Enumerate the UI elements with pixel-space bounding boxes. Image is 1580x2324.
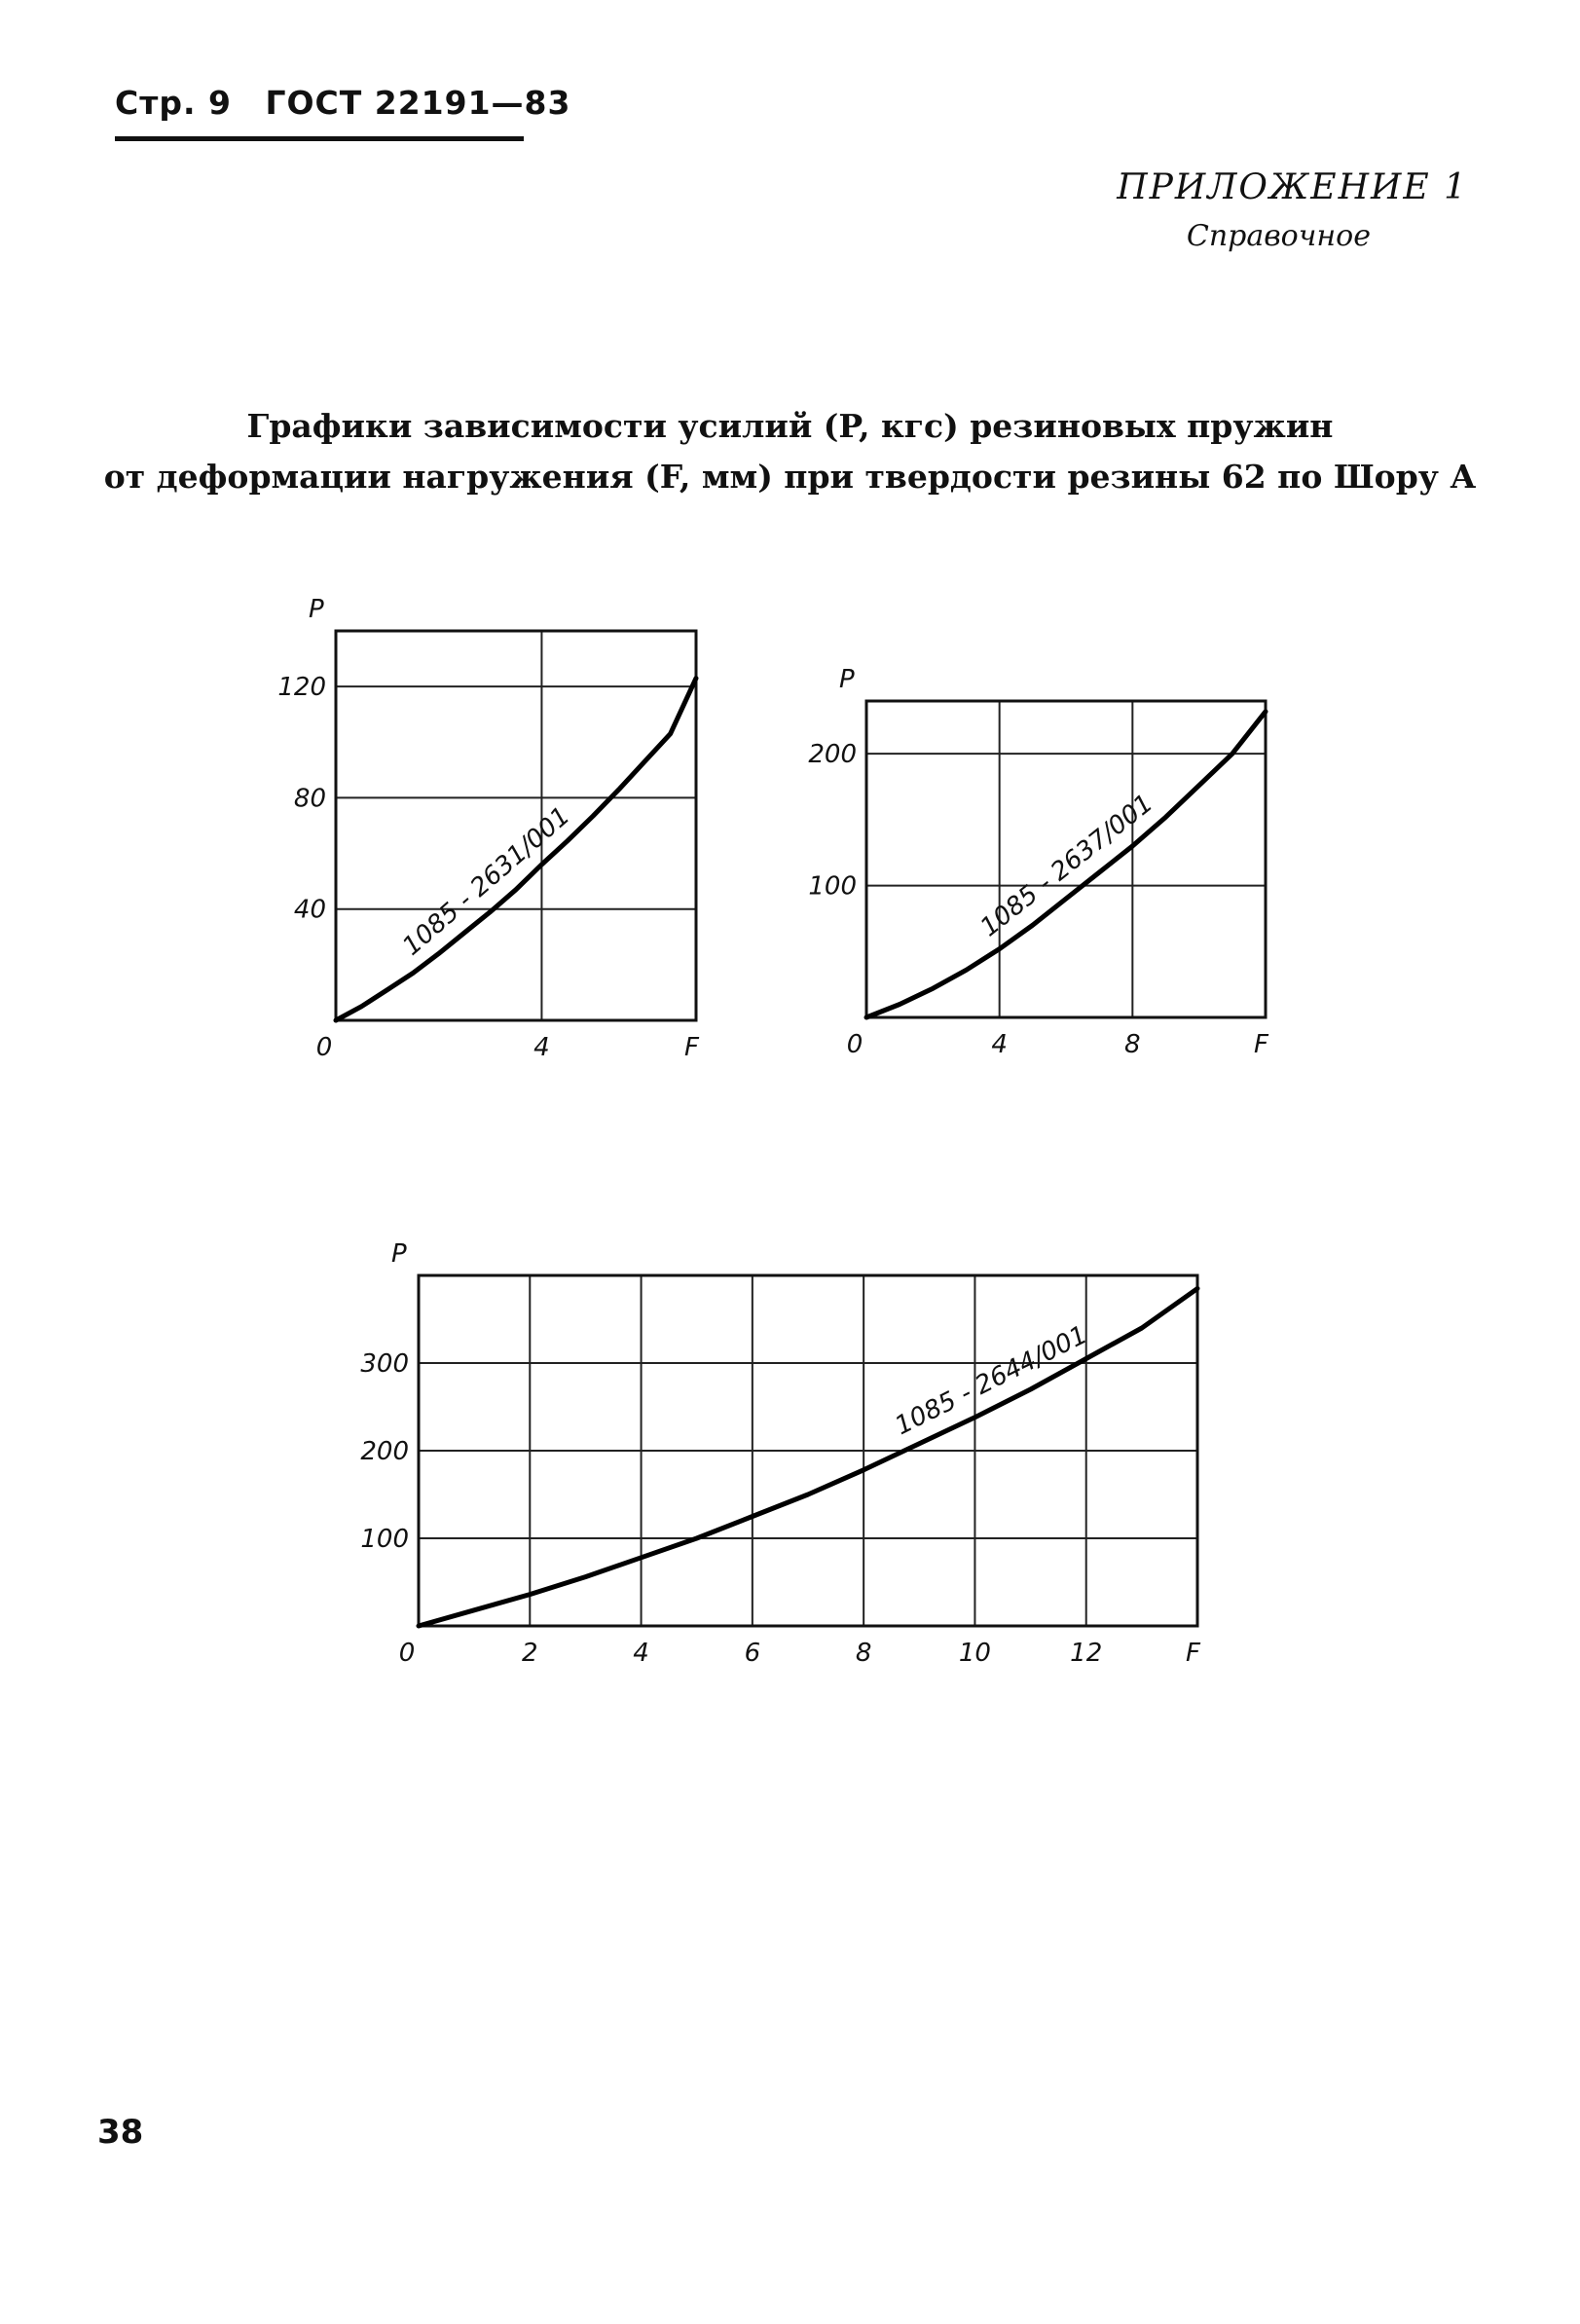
y-tick-label: 40 [293,895,326,925]
x-tick-label: 4 [533,1033,550,1062]
figure-title-line-2: от деформации нагружения (F, мм) при твердости резины 62 по Шору А [103,458,1477,496]
y-tick-label: 100 [808,871,857,902]
header-rule [115,136,524,141]
x-tick-label: 6 [744,1639,761,1668]
x-tick-label: 4 [633,1639,649,1668]
appendix-block [1117,167,1468,253]
x-tick-label: 12 [1070,1639,1103,1668]
page-header [115,84,592,122]
y-tick-label: 80 [293,784,326,814]
chart-2 [798,665,1324,1090]
y-axis-label: P [391,1239,407,1269]
x-tick-label: 0 [846,1030,863,1059]
x-axis-label: F [1186,1639,1200,1668]
appendix-subtitle: Справочное [1186,219,1371,253]
x-tick-label: 2 [522,1639,538,1668]
x-tick-label: 8 [1124,1030,1141,1059]
series-label: 1085 - 2631/001 [397,801,576,962]
standard-label: ГОСТ 22191—83 [265,84,571,122]
x-axis-label: F [684,1033,699,1062]
series-label: 1085 - 2637/001 [974,789,1159,943]
y-tick-label: 120 [277,673,326,703]
page-number: 38 [97,2113,144,2152]
x-tick-label: 0 [398,1639,416,1668]
y-axis-label: P [309,595,324,624]
plot-frame [336,631,696,1020]
figure-title-line-1: Графики зависимости усилий (P, кгс) резиновых пружин [246,407,1334,445]
page-label: Стр. 9 [115,84,232,122]
y-tick-label: 300 [360,1349,409,1379]
appendix-title: ПРИЛОЖЕНИЕ 1 [1117,167,1468,207]
y-tick-label: 100 [360,1525,409,1554]
x-tick-label: 8 [855,1639,872,1668]
series-label: 1085 - 2644/001 [890,1320,1092,1442]
y-axis-label: P [839,665,855,694]
x-axis-label: F [1254,1030,1268,1059]
chart-1 [243,584,750,1090]
x-tick-label: 0 [315,1033,333,1062]
figure-title [97,401,1483,502]
y-tick-label: 200 [808,740,857,770]
y-tick-label: 200 [360,1437,409,1466]
x-tick-label: 4 [991,1030,1008,1059]
x-tick-label: 10 [958,1639,991,1668]
chart-3 [341,1239,1236,1684]
